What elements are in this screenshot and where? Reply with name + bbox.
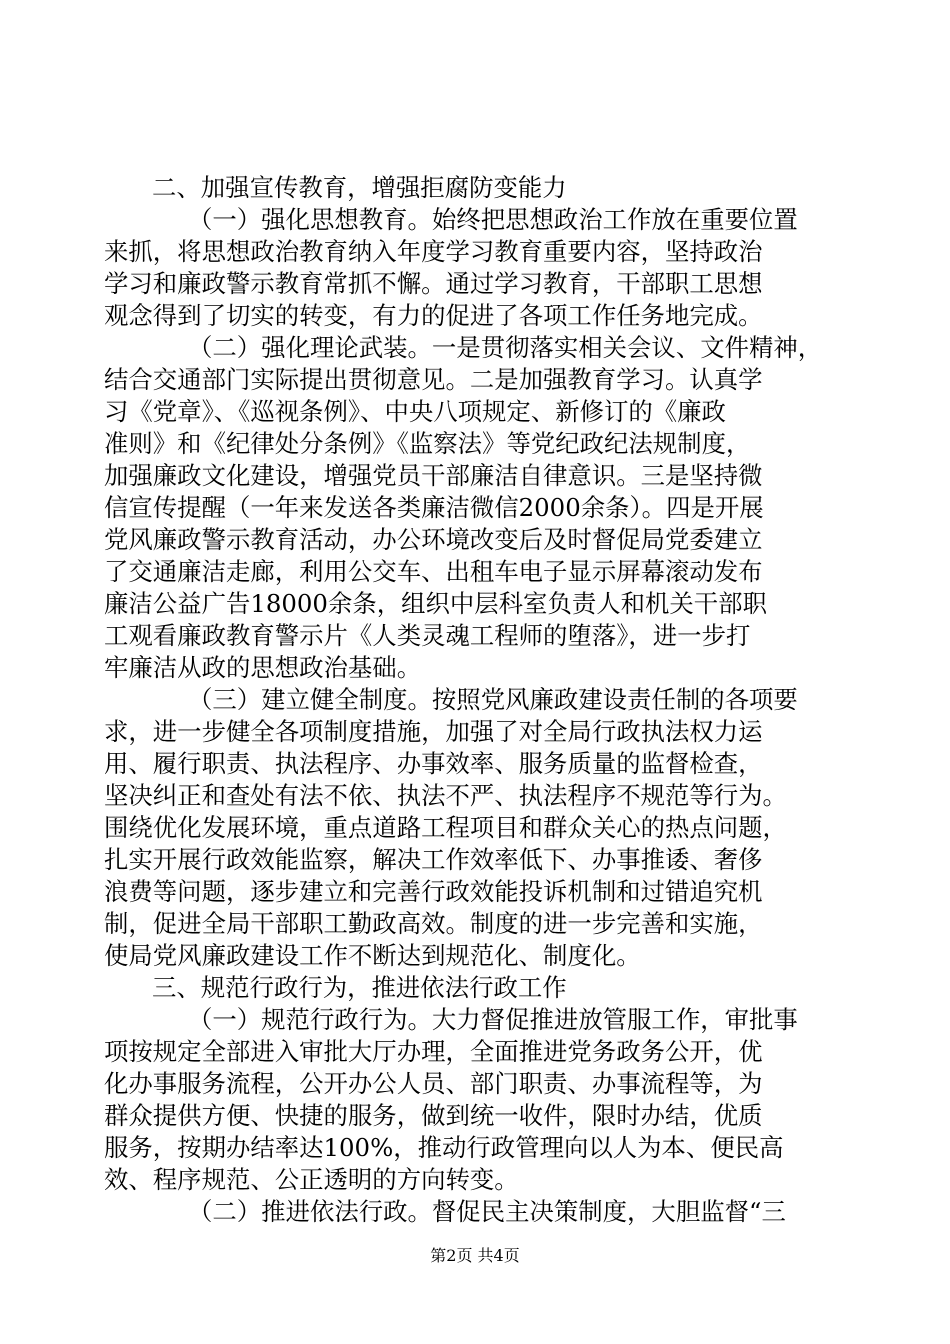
- paragraph-line: 结合交通部门实际提出贯彻意见。二是加强教育学习。认真学: [104, 365, 763, 394]
- paragraph-line: 坚决纠正和查处有法不依、执法不严、执法程序不规范等行为。: [104, 781, 787, 810]
- paragraph-line: 扎实开展行政效能监察，解决工作效率低下、办事推诿、奢侈: [104, 845, 763, 874]
- page-footer: 第2页 共4页: [430, 1246, 520, 1265]
- paragraph-line: 浪费等问题，逐步建立和完善行政效能投诉机制和过错追究机: [104, 877, 763, 906]
- paragraph-line: 化办事服务流程，公开办公人员、部门职责、办事流程等，为: [104, 1069, 763, 1098]
- paragraph-line: 使局党风廉政建设工作不断达到规范化、制度化。: [104, 941, 641, 970]
- section-heading: 三、规范行政行为，推进依法行政工作: [152, 973, 567, 1002]
- paragraph-line: 党风廉政警示教育活动，办公环境改变后及时督促局党委建立: [104, 525, 763, 554]
- paragraph-line: 求，进一步健全各项制度措施，加强了对全局行政执法权力运: [104, 717, 763, 746]
- paragraph-line: 围绕优化发展环境，重点道路工程项目和群众关心的热点问题，: [104, 813, 787, 842]
- section-heading: 二、加强宣传教育，增强拒腐防变能力: [152, 173, 567, 202]
- paragraph-line: 了交通廉洁走廊，利用公交车、出租车电子显示屏幕滚动发布: [104, 557, 763, 586]
- paragraph-line: 习《党章》、《巡视条例》、中央八项规定、新修订的《廉政: [104, 397, 726, 426]
- paragraph-line: 廉洁公益广告18000余条，组织中层科室负责人和机关干部职: [104, 589, 767, 618]
- paragraph-line: 用、履行职责、执法程序、办事效率、服务质量的监督检查，: [104, 749, 763, 778]
- paragraph-line: 项按规定全部进入审批大厅办理，全面推进党务政务公开，优: [104, 1037, 763, 1066]
- paragraph-line: 工观看廉政教育警示片《人类灵魂工程师的堕落》，进一步打: [104, 621, 751, 650]
- paragraph-line: 学习和廉政警示教育常抓不懈。通过学习教育，干部职工思想: [104, 269, 763, 298]
- paragraph-line: （二）推进依法行政。督促民主决策制度，大胆监督“三: [188, 1197, 786, 1226]
- paragraph-line: 信宣传提醒（一年来发送各类廉洁微信2000余条）。四是开展: [104, 493, 764, 522]
- paragraph-line: 群众提供方便、快捷的服务，做到统一收件，限时办结，优质: [104, 1101, 763, 1130]
- paragraph-line: 效、程序规范、公正透明的方向转变。: [104, 1165, 519, 1194]
- paragraph-line: 准则》和《纪律处分条例》《监察法》等党纪政纪法规制度，: [104, 429, 751, 458]
- paragraph-line: 观念得到了切实的转变，有力的促进了各项工作任务地完成。: [104, 301, 763, 330]
- paragraph-line: （一）规范行政行为。大力督促推进放管服工作，审批事: [188, 1005, 798, 1034]
- document-body: [104, 172, 846, 1228]
- paragraph-line: 牢廉洁从政的思想政治基础。: [104, 653, 422, 682]
- paragraph-line: 来抓，将思想政治教育纳入年度学习教育重要内容，坚持政治: [104, 237, 763, 266]
- paragraph-line: 加强廉政文化建设，增强党员干部廉洁自律意识。三是坚持微: [104, 461, 763, 490]
- paragraph-line: （一）强化思想教育。始终把思想政治工作放在重要位置: [188, 205, 798, 234]
- paragraph-line: 服务，按期办结率达100%，推动行政管理向以人为本、便民高: [104, 1133, 784, 1162]
- paragraph-line: （二）强化理论武装。一是贯彻落实相关会议、文件精神，: [188, 333, 823, 362]
- paragraph-line: （三）建立健全制度。按照党风廉政建设责任制的各项要: [188, 685, 798, 714]
- paragraph-line: 制，促进全局干部职工勤政高效。制度的进一步完善和实施，: [104, 909, 763, 938]
